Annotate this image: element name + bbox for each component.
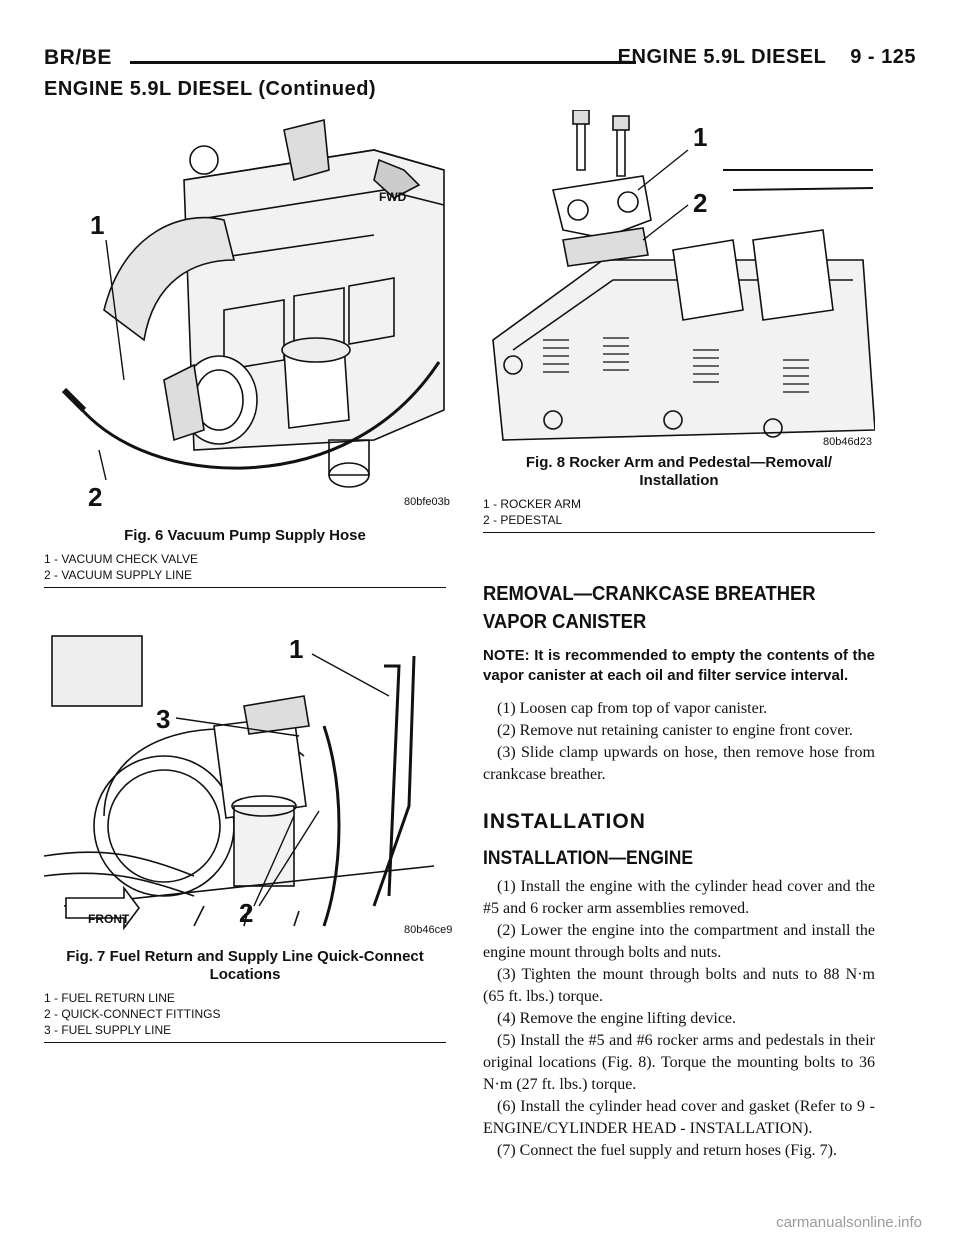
removal-step: (2) Remove nut retaining canister to engine front cover. [497, 722, 853, 739]
header-section-page: ENGINE 5.9L DIESEL 9 - 125 [617, 46, 916, 68]
installation-step: (3) Tighten the mount through bolts and nuts to 88 N·m (65 ft. lbs.) torque. [483, 966, 875, 1005]
fig8-caption-line: Fig. 8 Rocker Arm and Pedestal—Removal/ [525, 454, 833, 471]
fig6-fwd-label: FWD [379, 190, 407, 204]
fig6-callout-1: 1 [90, 210, 105, 240]
header-model: BR/BE [44, 46, 112, 69]
fig7-legend-item: 2 - QUICK-CONNECT FITTINGS [44, 1007, 221, 1021]
fig7-caption [44, 948, 446, 984]
fig6-caption: Fig. 6 Vacuum Pump Supply Hose [124, 527, 366, 544]
installation-step: (4) Remove the engine lifting device. [497, 1010, 737, 1027]
procedure-text [483, 560, 875, 1162]
fig8-caption-line: Installation [639, 472, 719, 489]
fig7-callout-2: 2 [239, 898, 254, 928]
fig8-image-code: 80b46d23 [823, 436, 872, 448]
fig6-legend [44, 551, 446, 588]
fig6-callout-2: 2 [88, 482, 103, 512]
fig7-legend-item: 1 - FUEL RETURN LINE [44, 991, 175, 1005]
installation-step: (2) Lower the engine into the compartment and install the engine mount through bolts and nuts. [483, 922, 875, 961]
header-rule [130, 61, 636, 64]
removal-note: NOTE: It is recommended to empty the contents of the vapor canister at each oil and filter service interval. [483, 647, 875, 684]
figure-7 [44, 606, 453, 946]
fig8-callout-2: 2 [693, 188, 708, 218]
installation-heading: INSTALLATION [483, 810, 646, 833]
removal-step: (1) Loosen cap from top of vapor canister. [497, 700, 768, 717]
fig6-legend-item: 1 - VACUUM CHECK VALVE [44, 552, 199, 566]
fig7-legend [44, 990, 446, 1043]
fig7-image-code: 80b46ce9 [404, 924, 453, 936]
fig8-legend-item: 1 - ROCKER ARM [483, 497, 582, 511]
installation-step: (7) Connect the fuel supply and return hoses (Fig. 7). [497, 1142, 837, 1159]
fig8-caption [483, 454, 875, 490]
left-column [44, 110, 453, 1043]
fig7-front-label: FRONT [88, 912, 130, 926]
fig7-legend-item: 3 - FUEL SUPPLY LINE [44, 1023, 172, 1037]
fig7-caption-line: Fig. 7 Fuel Return and Supply Line Quick-Connect [66, 948, 424, 965]
fig8-legend-item: 2 - PEDESTAL [483, 513, 563, 527]
figure-6 [44, 110, 450, 525]
installation-step: (1) Install the engine with the cylinder head cover and the #5 and 6 rocker arm assemblies removed. [483, 878, 875, 917]
installation-step: (6) Install the cylinder head cover and gasket (Refer to 9 - ENGINE/CYLINDER HEAD - INSTALLATION). [483, 1098, 875, 1137]
installation-subheading: INSTALLATION—ENGINE [483, 848, 694, 869]
removal-step: (3) Slide clamp upwards on hose, then remove hose from crankcase breather. [483, 744, 875, 783]
figure-7-illustration [44, 606, 446, 946]
figure-8-illustration [483, 110, 875, 452]
fig7-callout-3: 3 [156, 704, 171, 734]
fig8-legend [483, 496, 875, 533]
fig8-callout-1: 1 [693, 122, 708, 152]
fig6-image-code: 80bfe03b [404, 496, 450, 508]
page-header [44, 40, 916, 78]
installation-step: (5) Install the #5 and #6 rocker arms and pedestals in their original locations (Fig. 8). Torque the mounting bolts to 36 N·m (27 ft. lbs.) torque. [483, 1032, 875, 1093]
removal-heading: REMOVAL—CRANKCASE BREATHER VAPOR CANISTER [483, 583, 816, 633]
figure-8 [483, 110, 875, 452]
right-column [483, 110, 875, 533]
fig6-legend-item: 2 - VACUUM SUPPLY LINE [44, 568, 193, 582]
figure-6-illustration [44, 110, 446, 525]
fig7-caption-line: Locations [209, 966, 281, 983]
fig7-callout-1: 1 [289, 634, 304, 664]
continued-title: ENGINE 5.9L DIESEL (Continued) [44, 78, 377, 100]
watermark: carmanualsonline.info [776, 1214, 922, 1231]
